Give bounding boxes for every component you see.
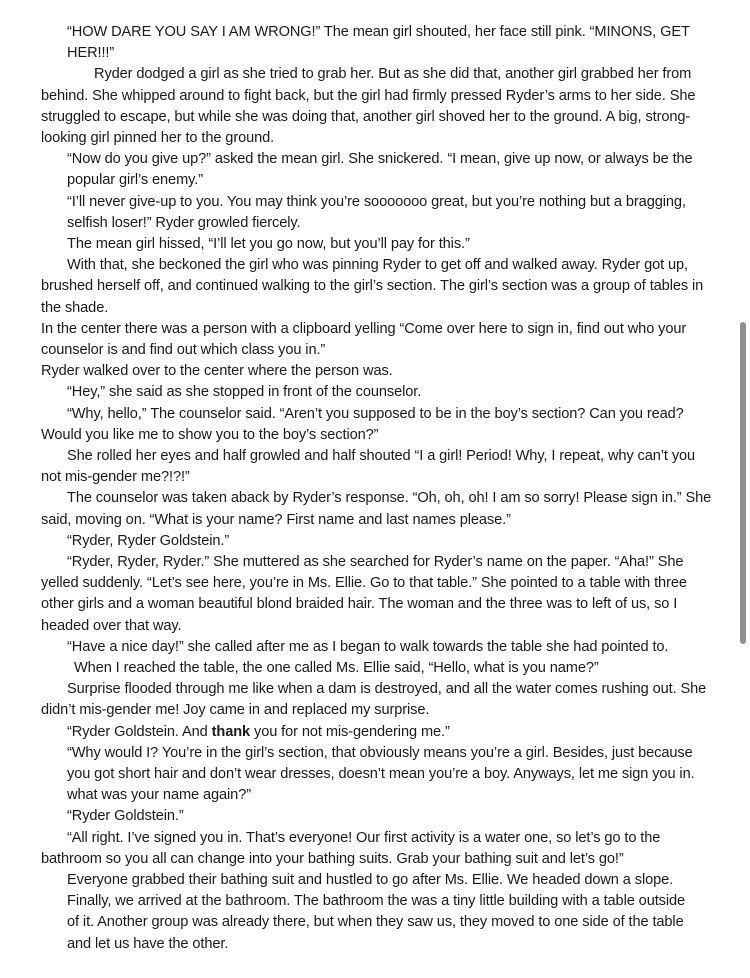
- text-line: you got short hair and don’t wear dresses, doesn’t mean you’re a boy. Anyways, let me sign you in.: [67, 766, 695, 782]
- text-line: Would you like me to show you to the boy’s section?”: [41, 427, 379, 443]
- text-line: Finally, we arrived at the bathroom. The bathroom the was a tiny little building with a table outside: [67, 893, 686, 909]
- text-line: With that, she beckoned the girl who was pinning Ryder to get off and walked away. Ryder got up,: [67, 257, 688, 273]
- text-line: “Hey,” she said as she stopped in front of the counselor.: [67, 384, 422, 400]
- text-line: [67, 722, 450, 742]
- text-line: bathroom so you all can change into your bathing suits. Grab your bathing suit and let’s go!”: [41, 851, 624, 867]
- text-line: yelled suddenly. “Let’s see here, you’re in Ms. Ellie. Go to that table.” She pointed to a table with three: [41, 575, 687, 591]
- text-line: not mis-gender me?!?!”: [41, 469, 190, 485]
- text-line: and let us have the other.: [67, 936, 229, 952]
- text-line: of it. Another group was already there, but when they saw us, they moved to one side of the table: [67, 914, 684, 930]
- text-line: Ryder walked over to the center where the person was.: [41, 363, 393, 379]
- text-line: “Why would I? You’re in the girl’s section, that obviously means you’re a girl. Besides, just because: [67, 745, 693, 761]
- text-line: counselor is and find out which class you in.”: [41, 342, 326, 358]
- text-line: behind. She whipped around to fight back, but the girl had firmly pressed Ryder’s arms to her side. She: [41, 88, 696, 104]
- text-run: you for not mis-gendering me.”: [250, 724, 450, 740]
- text-line: HER!!!”: [67, 45, 115, 61]
- text-line: struggled to escape, but while she was doing that, another girl shoved her to the ground. A big, strong-: [41, 109, 691, 125]
- text-line: The mean girl hissed, “I’ll let you go now, but you’ll pay for this.”: [67, 236, 470, 252]
- text-run: “Ryder Goldstein. And: [67, 724, 212, 740]
- text-line: “Ryder Goldstein.”: [67, 808, 184, 824]
- text-line: When I reached the table, the one called Ms. Ellie said, “Hello, what is you name?”: [74, 660, 599, 676]
- text-line: the shade.: [41, 300, 109, 316]
- text-line: “Ryder, Ryder Goldstein.”: [67, 533, 230, 549]
- text-line: The counselor was taken aback by Ryder’s response. “Oh, oh, oh! I am so sorry! Please sign in.” She: [67, 490, 712, 506]
- text-line: “I’ll never give-up to you. You may think you’re sooooooo great, but you’re nothing but a bragging,: [67, 194, 686, 210]
- text-line: “Why, hello,” The counselor said. “Aren’t you supposed to be in the boy’s section? Can you read?: [67, 406, 684, 422]
- emphasized-word: thank: [211, 724, 251, 740]
- text-line: “Have a nice day!” she called after me as I began to walk towards the table she had pointed to.: [67, 639, 669, 655]
- text-line: said, moving on. “What is your name? First name and last names please.”: [41, 512, 511, 528]
- text-line: In the center there was a person with a clipboard yelling “Come over here to sign in, find out who your: [41, 321, 687, 337]
- text-line: headed over that way.: [41, 618, 182, 634]
- text-line: Surprise flooded through me like when a dam is destroyed, and all the water comes rushing out. She: [67, 681, 707, 697]
- text-line: “Ryder, Ryder, Ryder.” She muttered as she searched for Ryder’s name on the paper. “Aha!” She: [67, 554, 684, 570]
- text-line: Ryder dodged a girl as she tried to grab her. But as she did that, another girl grabbed her from: [94, 66, 692, 82]
- text-line: “HOW DARE YOU SAY I AM WRONG!” The mean girl shouted, her face still pink. “MINONS, GET: [67, 24, 690, 40]
- text-line: “Now do you give up?” asked the mean girl. She snickered. “I mean, give up now, or always be the: [67, 151, 693, 167]
- text-line: selfish loser!” Ryder growled fiercely.: [67, 215, 301, 231]
- text-line: Everyone grabbed their bathing suit and hustled to go after Ms. Ellie. We headed down a slope.: [67, 872, 674, 888]
- text-line: brushed herself off, and continued walking to the girl’s section. The girl’s section was a group of tables in: [41, 278, 704, 294]
- text-line: “All right. I’ve signed you in. That’s everyone! Our first activity is a water one, so let’s go to the: [67, 830, 661, 846]
- text-line: popular girl’s enemy.”: [67, 172, 203, 188]
- text-line: looking girl pinned her to the ground.: [41, 130, 275, 146]
- text-line: other girls and a woman beautiful blond braided hair. The woman and the three was to left of us, so I: [41, 596, 678, 612]
- text-line: what was your name again?”: [67, 787, 251, 803]
- vertical-scrollbar[interactable]: [740, 322, 746, 644]
- text-line: didn’t mis-gender me! Joy came in and replaced my surprise.: [41, 702, 430, 718]
- text-line: She rolled her eyes and half growled and half shouted “I a girl! Period! Why, I repeat, why can’t you: [67, 448, 696, 464]
